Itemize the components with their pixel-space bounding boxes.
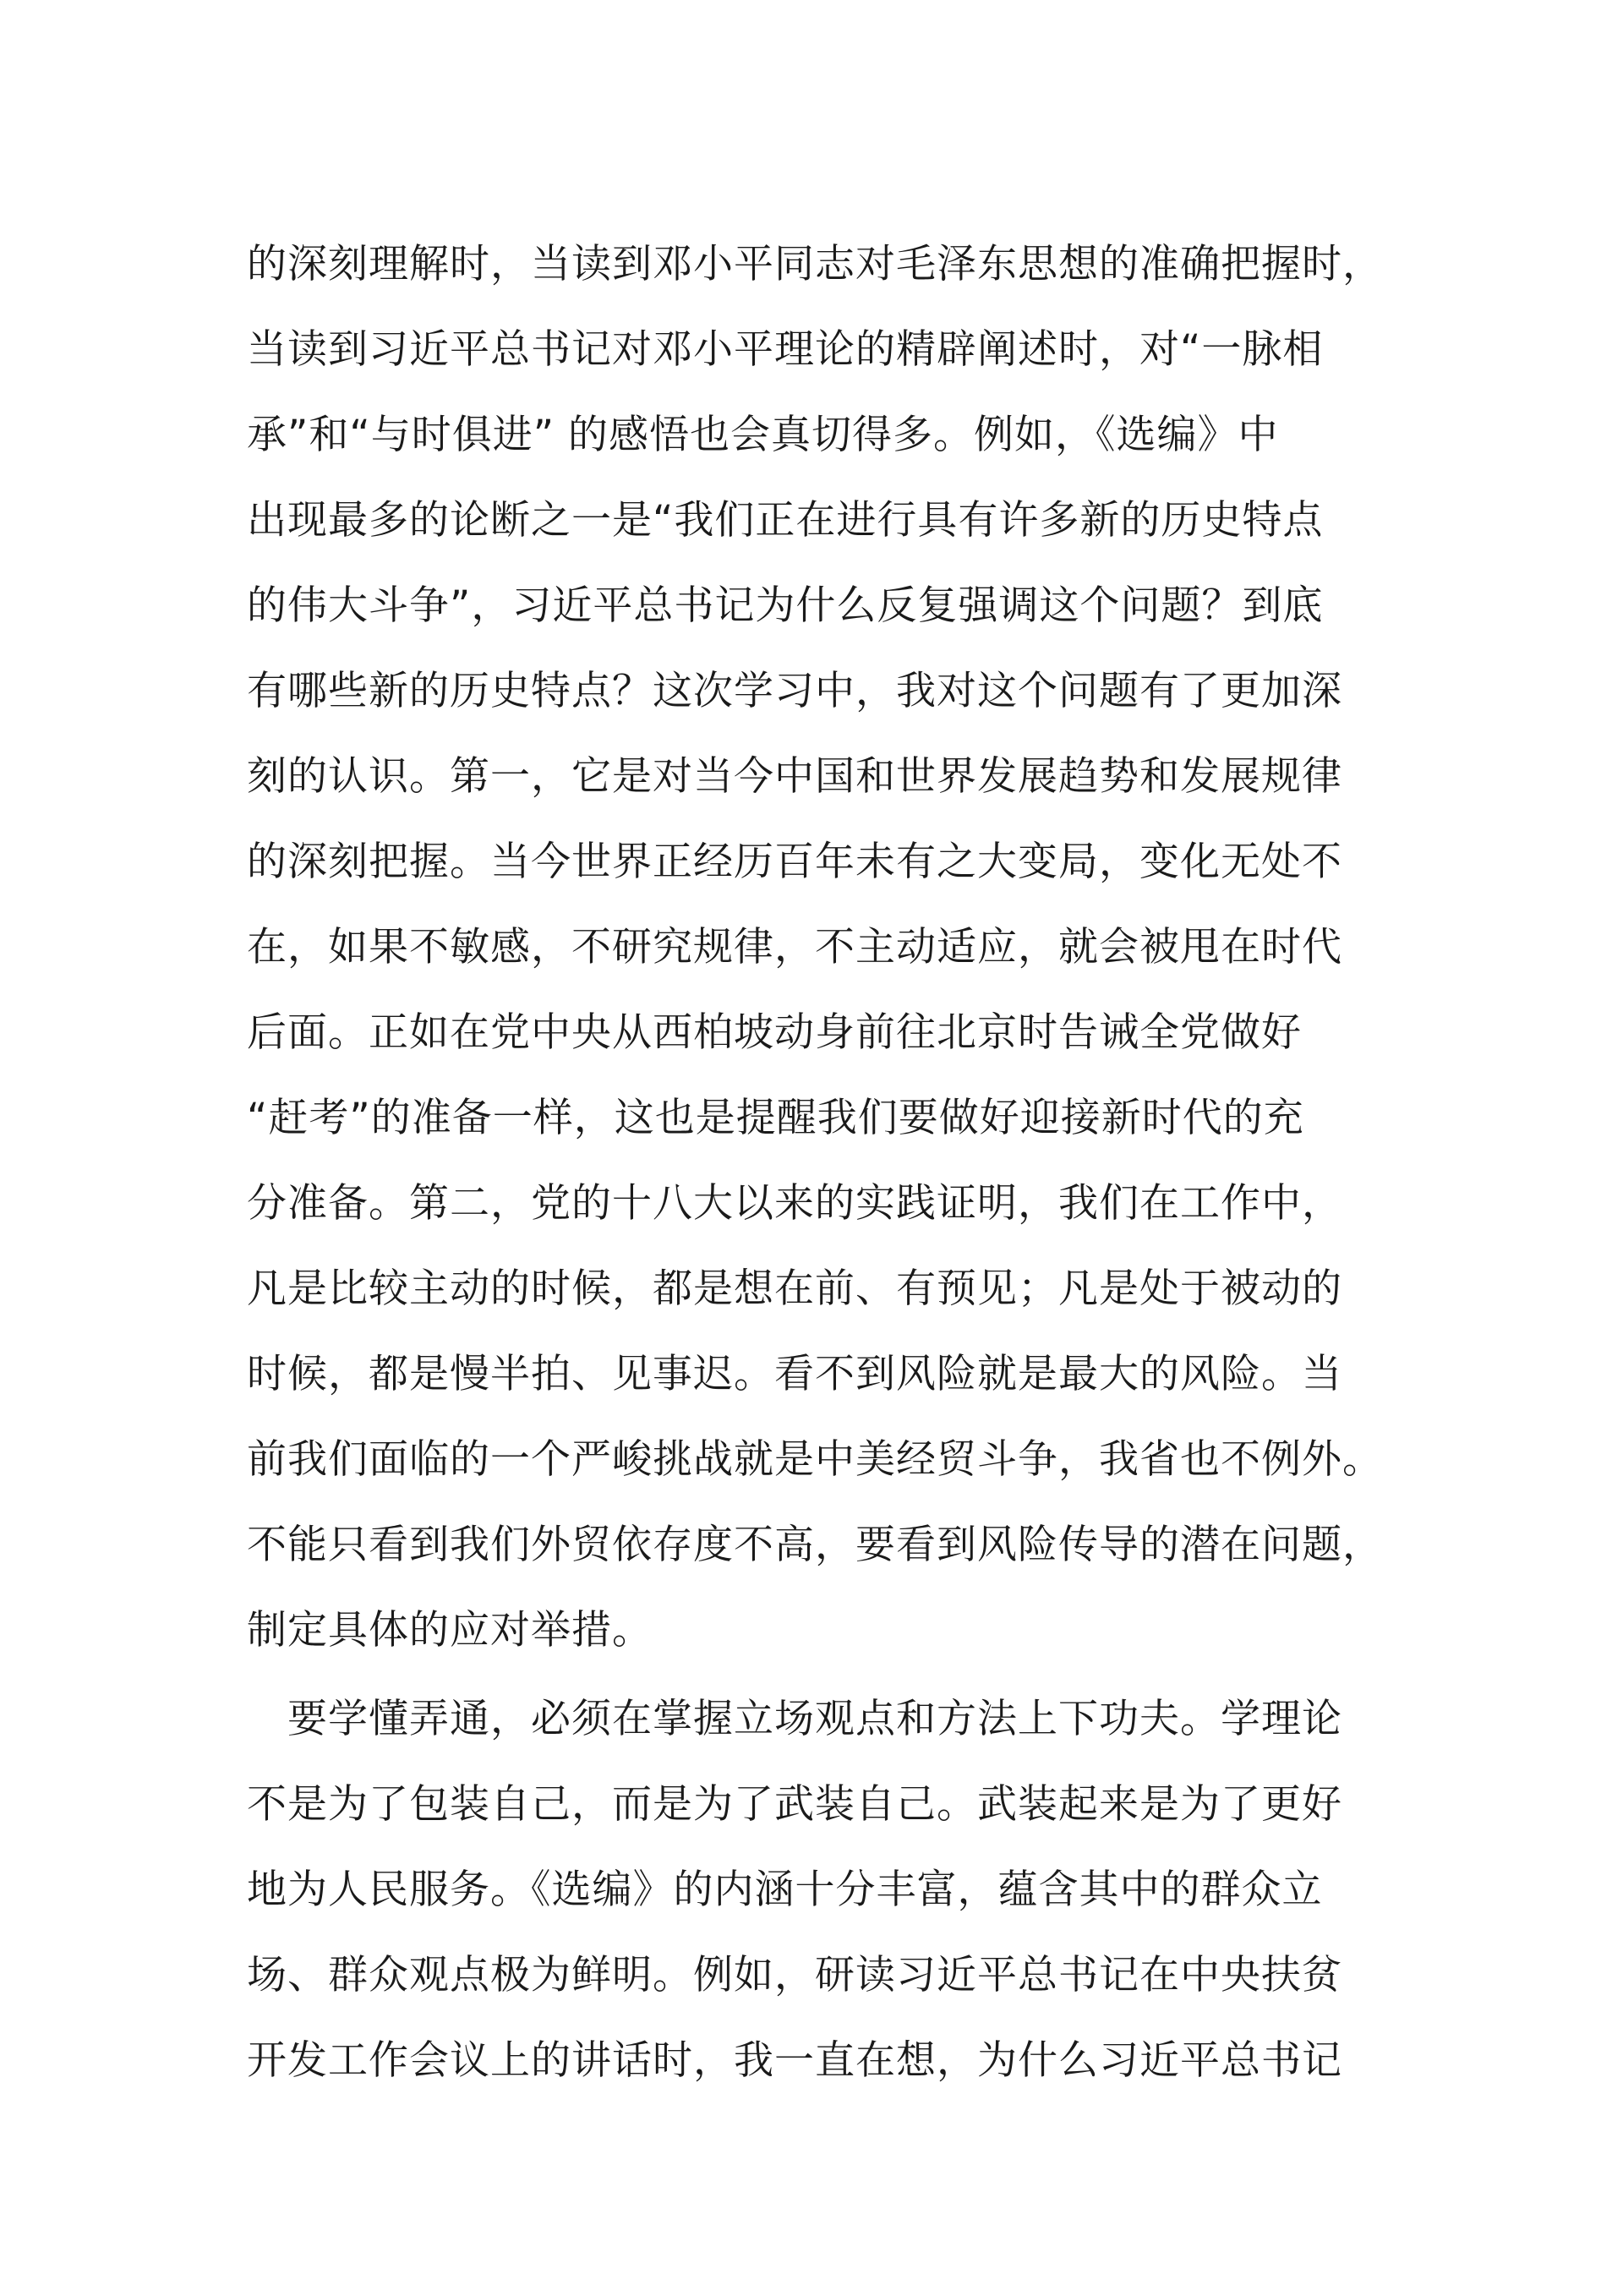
text-line: 出现最多的论断之一是“我们正在进行具有许多新的历史特点 [247, 497, 1324, 544]
text-line: 时候，都是慢半拍、见事迟。看不到风险就是最大的风险。当 [247, 1351, 1342, 1397]
text-line: 开发工作会议上的讲话时，我一直在想，为什么习近平总书记 [247, 2037, 1342, 2084]
text-line: 前我们面临的一个严峻挑战就是中美经贸斗争，我省也不例外。 [247, 1436, 1383, 1483]
text-line: 在，如果不敏感，不研究规律，不主动适应，就会被甩在时代 [247, 924, 1342, 970]
text-line: 凡是比较主动的时候，都是想在前、有预见；凡是处于被动的 [247, 1266, 1342, 1312]
text-line: 不能只看到我们外贸依存度不高，要看到风险传导的潜在问题， [247, 1522, 1383, 1568]
text-line: 有哪些新的历史特点？这次学习中，我对这个问题有了更加深 [247, 668, 1342, 714]
text-line: 场、群众观点极为鲜明。例如，研读习近平总书记在中央扶贫 [247, 1952, 1342, 1998]
text-line: 当读到习近平总书记对邓小平理论的精辟阐述时，对“一脉相 [247, 326, 1324, 373]
text-line: 的伟大斗争”，习近平总书记为什么反复强调这个问题？到底 [247, 582, 1324, 629]
text-line: 刻的认识。第一，它是对当今中国和世界发展趋势和发展规律 [247, 753, 1342, 800]
text-line: “赶考”的准备一样，这也是提醒我们要做好迎接新时代的充 [247, 1095, 1304, 1141]
text-line: 制定具体的应对举措。 [247, 1607, 653, 1654]
paragraph-first-line: 要学懂弄通，必须在掌握立场观点和方法上下功夫。学理论 [247, 1696, 1342, 1742]
text-line: 后面。正如在党中央从西柏坡动身前往北京时告诫全党做好 [247, 1009, 1302, 1056]
text-line: 地为人民服务。《选编》的内涵十分丰富，蕴含其中的群众立 [247, 1867, 1323, 1913]
text-line: 不是为了包装自己，而是为了武装自己。武装起来是为了更好 [247, 1781, 1342, 1828]
body-text [247, 221, 1388, 2103]
text-line: 分准备。第二，党的十八大以来的实践证明，我们在工作中， [247, 1180, 1342, 1227]
text-line: 承”和“与时俱进” 的感悟也会真切得多。例如，《选编》中 [247, 412, 1279, 458]
text-line: 的深刻把握。当今世界正经历百年未有之大变局，变化无处不 [247, 839, 1342, 885]
text-line: 的深刻理解时，当读到邓小平同志对毛泽东思想的准确把握时， [247, 241, 1383, 287]
